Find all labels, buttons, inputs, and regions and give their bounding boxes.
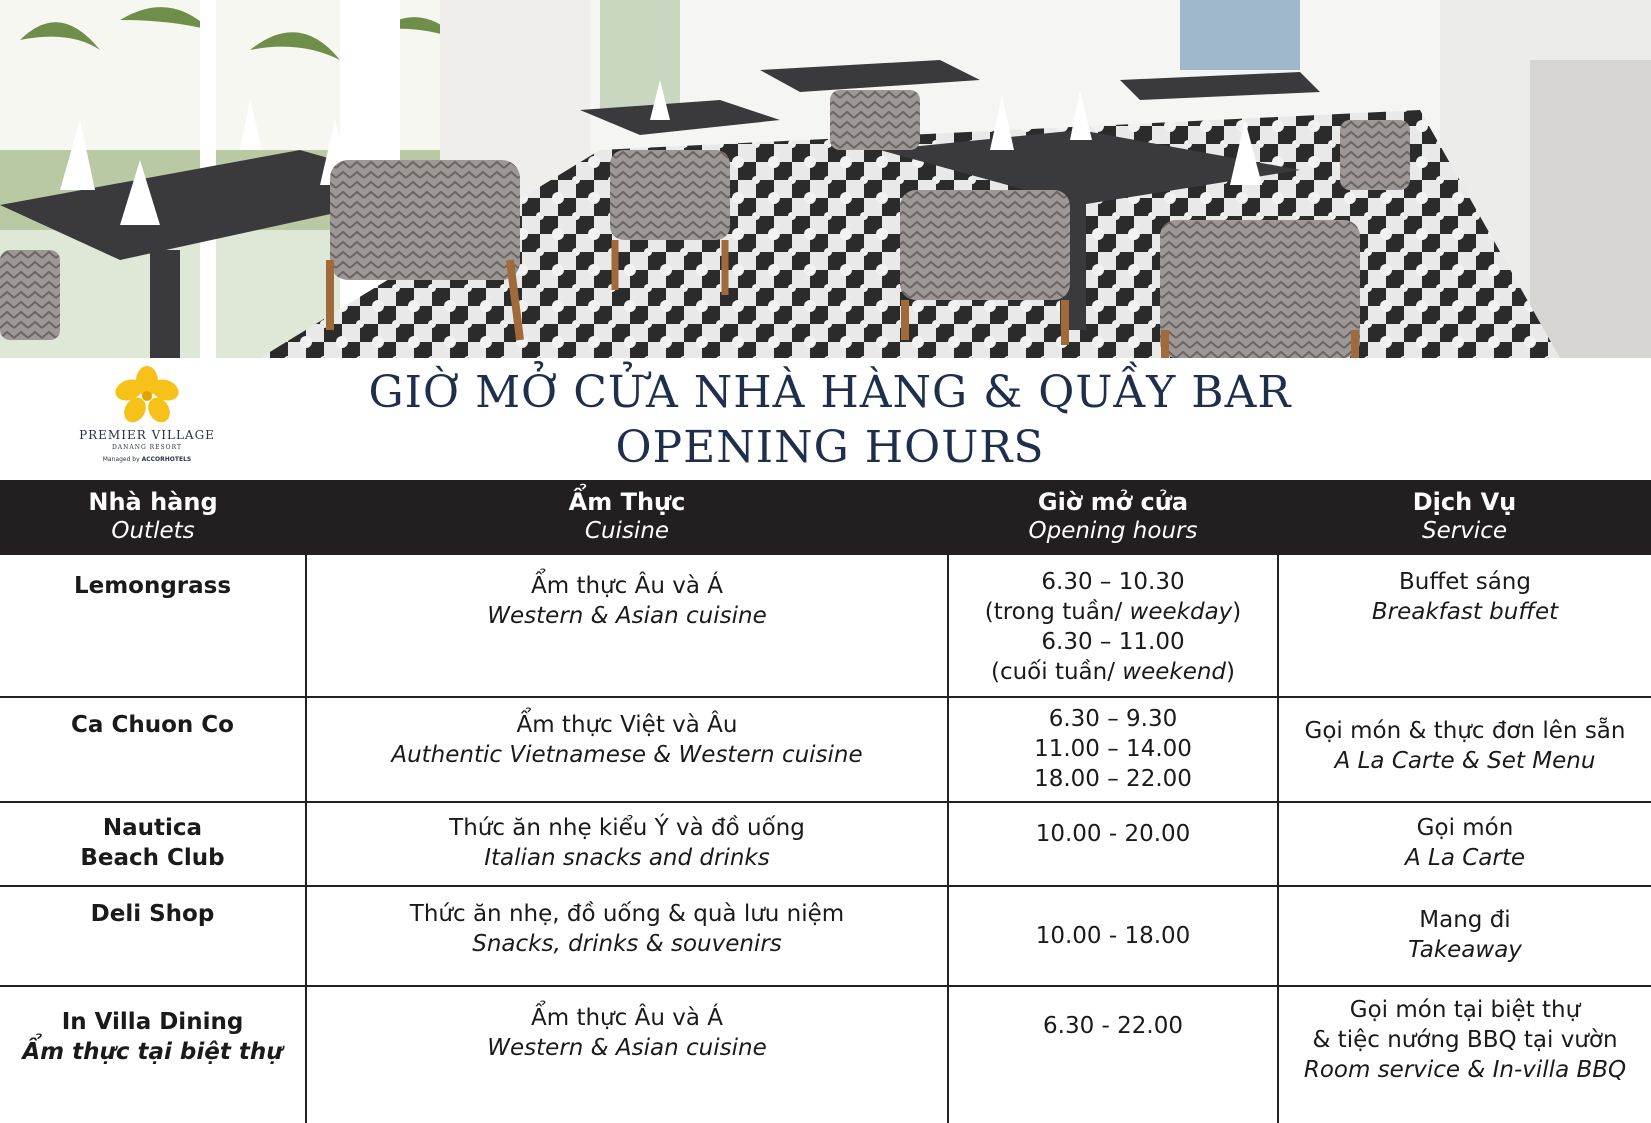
hours-cell — [948, 986, 1278, 1123]
hours-note — [955, 597, 1271, 627]
hours-line: 10.00 - 18.00 — [1035, 923, 1191, 949]
hours-cell — [948, 697, 1278, 802]
outlet-name: In Villa Dining — [61, 1009, 244, 1035]
hours-note-vi: (cuối tuần/ — [990, 659, 1123, 685]
brand-location: DANANG RESORT — [111, 444, 183, 451]
service-cell — [1278, 554, 1651, 697]
outlet-name: Beach Club — [80, 845, 225, 871]
brand-logo — [72, 366, 222, 463]
restaurant-interior-illustration — [0, 0, 1651, 358]
managed-by-brand: ACCORHOTELS — [141, 456, 192, 463]
table-row — [0, 697, 1651, 802]
column-header-en: Service — [1421, 517, 1507, 544]
hours-line: 6.30 - 22.00 — [1043, 1013, 1183, 1039]
service-en: Room service & In-villa BBQ — [1303, 1057, 1627, 1083]
service-en: A La Carte & Set Menu — [1334, 748, 1596, 774]
outlet-cell — [0, 886, 306, 986]
service-cell — [1278, 886, 1651, 986]
cuisine-vi: Thức ăn nhẹ kiểu Ý và đồ uống — [449, 815, 805, 841]
cuisine-en: Snacks, drinks & souvenirs — [472, 931, 782, 957]
cuisine-en: Italian snacks and drinks — [484, 845, 770, 871]
column-header-vi: Ẩm Thực — [568, 487, 686, 516]
cuisine-cell — [306, 697, 948, 802]
service-en: Takeaway — [1408, 937, 1522, 963]
hours-cell — [948, 886, 1278, 986]
opening-hours-table — [0, 480, 1651, 1123]
cuisine-vi: Ẩm thực Việt và Âu — [516, 712, 738, 738]
service-vi: Gọi món — [1416, 815, 1514, 841]
outlet-name: Deli Shop — [90, 901, 215, 927]
outlet-name: Nautica — [102, 815, 203, 841]
hours-note-en: weekday — [1129, 599, 1233, 625]
column-header-en: Outlets — [111, 517, 195, 544]
outlet-cell — [0, 986, 306, 1123]
hours-note-close: ) — [1226, 659, 1236, 685]
page-title — [330, 366, 1330, 476]
cuisine-vi: Ẩm thực Âu và Á — [531, 573, 723, 599]
service-vi: Gọi món & thực đơn lên sẵn — [1304, 718, 1626, 744]
column-header-opening-hours — [948, 480, 1278, 554]
hours-line: 10.00 - 20.00 — [1035, 821, 1191, 847]
column-header-vi: Dịch Vụ — [1412, 487, 1517, 516]
table-row — [0, 802, 1651, 886]
hours-line: 11.00 – 14.00 — [1034, 736, 1192, 762]
service-vi: & tiệc nướng BBQ tại vườn — [1312, 1027, 1618, 1053]
hours-note-en: weekend — [1122, 659, 1227, 685]
title-vietnamese: GIỜ MỞ CỬA NHÀ HÀNG & QUẦY BAR — [368, 367, 1292, 418]
brand-name: PREMIER VILLAGE — [79, 428, 215, 442]
outlet-name: Lemongrass — [73, 573, 232, 599]
header — [0, 358, 1651, 480]
service-cell — [1278, 986, 1651, 1123]
service-vi: Gọi món tại biệt thự — [1349, 997, 1581, 1023]
hours-note-vi: (trong tuần/ — [984, 599, 1130, 625]
service-vi: Buffet sáng — [1399, 569, 1531, 595]
cuisine-cell — [306, 554, 948, 697]
column-header-cuisine — [306, 480, 948, 554]
cuisine-en: Western & Asian cuisine — [487, 1035, 767, 1061]
managed-by-prefix: Managed by — [102, 456, 140, 463]
cuisine-cell — [306, 886, 948, 986]
table-row — [0, 886, 1651, 986]
service-cell — [1278, 802, 1651, 886]
cuisine-cell — [306, 986, 948, 1123]
column-header-service — [1278, 480, 1651, 554]
outlet-cell — [0, 554, 306, 697]
cuisine-vi: Ẩm thực Âu và Á — [531, 1005, 723, 1031]
column-header-vi: Giờ mở cửa — [1037, 487, 1189, 516]
outlet-cell — [0, 697, 306, 802]
restaurant-photo — [0, 0, 1651, 358]
cuisine-cell — [306, 802, 948, 886]
hours-line: 6.30 – 11.00 — [1041, 629, 1185, 655]
service-cell — [1278, 697, 1651, 802]
cuisine-en: Authentic Vietnamese & Western cuisine — [391, 742, 863, 768]
outlet-cell — [0, 802, 306, 886]
title-english: OPENING HOURS — [615, 422, 1045, 473]
column-header-vi: Nhà hàng — [88, 487, 218, 516]
cuisine-vi: Thức ăn nhẹ, đồ uống & quà lưu niệm — [409, 901, 845, 927]
table-header-row — [0, 480, 1651, 554]
service-en: Breakfast buffet — [1371, 599, 1559, 625]
table-row — [0, 986, 1651, 1123]
frangipani-flower-icon — [115, 366, 179, 424]
service-vi: Mang đi — [1419, 907, 1511, 933]
hours-cell — [948, 554, 1278, 697]
outlet-name-italic: Ẩm thực tại biệt thự — [22, 1039, 283, 1065]
cuisine-en: Western & Asian cuisine — [487, 603, 767, 629]
managed-by — [72, 456, 222, 463]
hours-line: 6.30 – 10.30 — [1041, 569, 1185, 595]
outlet-name: Ca Chuon Co — [71, 712, 234, 738]
hours-note-close: ) — [1232, 599, 1242, 625]
hours-line: 18.00 – 22.00 — [1034, 766, 1192, 792]
column-header-outlets — [0, 480, 306, 554]
column-header-en: Opening hours — [1028, 517, 1198, 544]
table-row — [0, 554, 1651, 697]
hours-cell — [948, 802, 1278, 886]
hours-line: 6.30 – 9.30 — [1048, 706, 1178, 732]
column-header-en: Cuisine — [584, 517, 670, 544]
hours-note — [955, 657, 1271, 687]
service-en: A La Carte — [1404, 845, 1526, 871]
